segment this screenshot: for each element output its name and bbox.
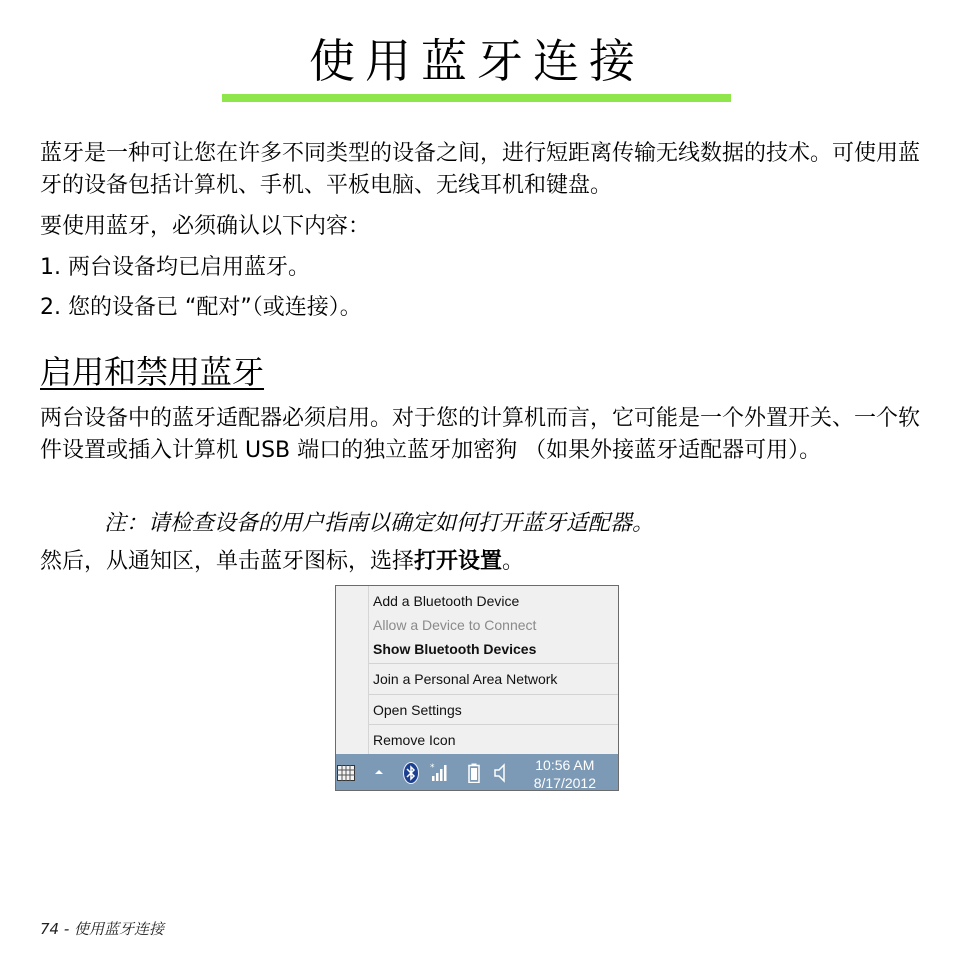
menu-item-open-settings[interactable]: Open Settings [373,702,462,718]
menu-separator [369,663,618,664]
menu-item-remove-icon[interactable]: Remove Icon [373,732,456,748]
menu-separator [369,694,618,695]
instruction-prefix: 然后，从通知区，单击蓝牙图标，选择 [40,549,415,574]
menu-item-add-bluetooth-device[interactable]: Add a Bluetooth Device [373,593,520,609]
instruction-suffix: 。 [502,549,525,574]
title-underline-bar [222,94,731,102]
menu-item-show-bluetooth-devices[interactable]: Show Bluetooth Devices [373,641,537,657]
volume-icon[interactable] [494,763,508,783]
menu-item-join-personal-area-network[interactable]: Join a Personal Area Network [373,671,558,687]
svg-text:*: * [430,763,435,773]
clock-time: 10:56 AM [535,757,595,773]
network-signal-icon[interactable] [430,762,450,782]
keyboard-icon[interactable] [337,765,355,781]
open-settings-emphasis: 打开设置 [414,549,503,574]
system-clock[interactable] [534,756,596,791]
note-text: 注：请检查设备的用户指南以确定如何打开蓝牙适配器。 [104,511,655,536]
bluetooth-context-menu [336,586,618,755]
intro-paragraph: 蓝牙是一种可让您在许多不同类型的设备之间，进行短距离传输无线数据的技术。可使用蓝牙的设备包括计算机、手机、平板电脑、无线耳机和键盘。 [40,141,921,198]
section-heading: 启用和禁用蓝牙 [40,353,265,391]
menu-gutter [368,586,369,754]
menu-item-allow-device-to-connect: Allow a Device to Connect [373,617,537,633]
page-footer: 74 - 使用蓝牙连接 [40,920,165,938]
instruction-line [40,546,920,578]
requirement-lead: 要使用蓝牙，必须确认以下内容： [40,214,371,239]
bluetooth-icon[interactable] [403,762,419,784]
bluetooth-menu-screenshot [335,585,619,791]
show-hidden-icons-arrow[interactable] [374,767,384,777]
requirement-item-2: 2. 您的设备已 “配对”（或连接）。 [40,295,362,320]
requirement-item-1: 1. 两台设备均已启用蓝牙。 [40,255,310,280]
menu-separator [369,724,618,725]
taskbar-notification-area [336,754,618,791]
section-body: 两台设备中的蓝牙适配器必须启用。对于您的计算机而言，它可能是一个外置开关、一个软件设置或插入计算机 USB 端口的独立蓝牙加密狗 （如果外接蓝牙适配器可用）。 [40,406,921,463]
clock-date: 8/17/2012 [533,775,596,791]
battery-icon[interactable] [468,763,480,783]
page-title: 使用蓝牙连接 [309,34,645,88]
